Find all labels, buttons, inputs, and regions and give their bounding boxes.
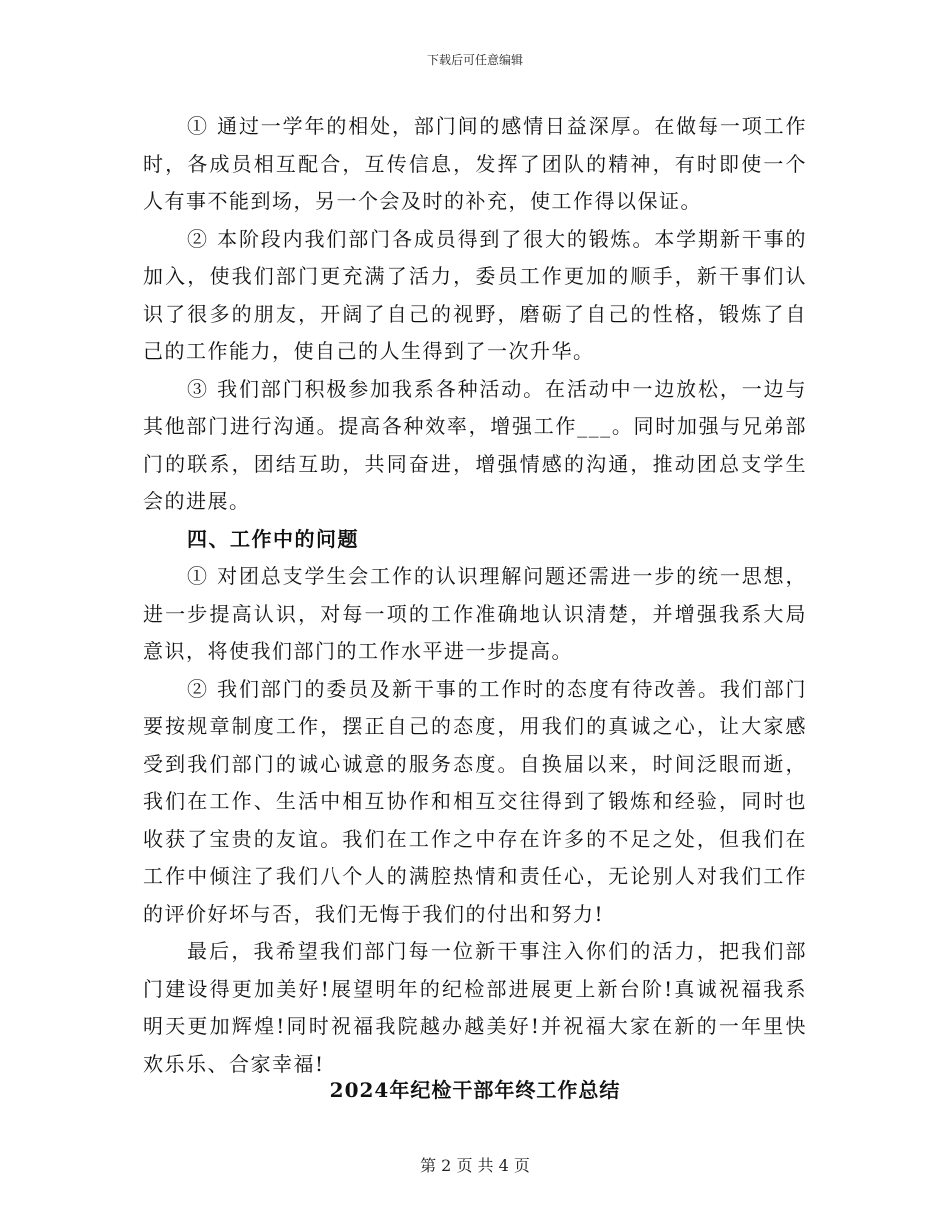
paragraph-activities: ③ 我们部门积极参加我系各种活动。在活动中一边放松，一边与其他部门进行沟通。提高各种效率，增强工作___。同时加强与兄弟部门的联系，团结互助，共同奋进，增强情感的沟通，推动团总支学生会的进展。 [143,376,807,513]
paragraph-understanding: ① 对团总支学生会工作的认识理解问题还需进一步的统一思想，进一步提高认识，对每一项的工作准确地认识清楚，并增强我系大局意识，将使我们部门的工作水平进一步提高。 [143,564,807,663]
section-heading-problems: 四、工作中的问题 [187,526,359,551]
page-header-note: 下载后可任意编辑 [426,53,523,67]
paragraph-teamwork: ① 通过一学年的相处，部门间的感情日益深厚。在做每一项工作时，各成员相互配合，互传信息，发挥了团队的精神，有时即使一个人有事不能到场，另一个会及时的补充，使工作得以保证。 [143,114,807,213]
paragraph-closing: 最后，我希望我们部门每一位新干事注入你们的活力，把我们部门建设得更加美好!展望明年的纪检部进展更上新台阶!真诚祝福我系明天更加辉煌!同时祝福我院越办越美好!并祝福大家在新的一年里快欢乐乐、合家幸福! [143,939,807,1076]
document-body [143,108,807,1083]
paragraph-attitude: ② 我们部门的委员及新干事的工作时的态度有待改善。我们部门要按规章制度工作，摆正自己的态度，用我们的真诚之心，让大家感受到我们部门的诚心诚意的服务态度。自换届以来，时间泛眼而逝，我们在工作、生活中相互协作和相互交往得到了锻炼和经验，同时也收获了宝贵的友谊。我们在工作之中存在许多的不足之处，但我们在工作中倾注了我们八个人的满腔热情和责任心，无论别人对我们工作的评价好坏与否，我们无悔于我们的付出和努力! [143,676,807,926]
paragraph-training: ② 本阶段内我们部门各成员得到了很大的锻炼。本学期新干事的加入，使我们部门更充满了活力，委员工作更加的顺手，新干事们认识了很多的朋友，开阔了自己的视野，磨砺了自己的性格，锻炼了自己的工作能力，使自己的人生得到了一次升华。 [143,226,807,363]
page-number: 第 2 页 共 4 页 [420,1156,530,1175]
next-document-title: 2024年纪检干部年终工作总结 [329,1078,621,1102]
